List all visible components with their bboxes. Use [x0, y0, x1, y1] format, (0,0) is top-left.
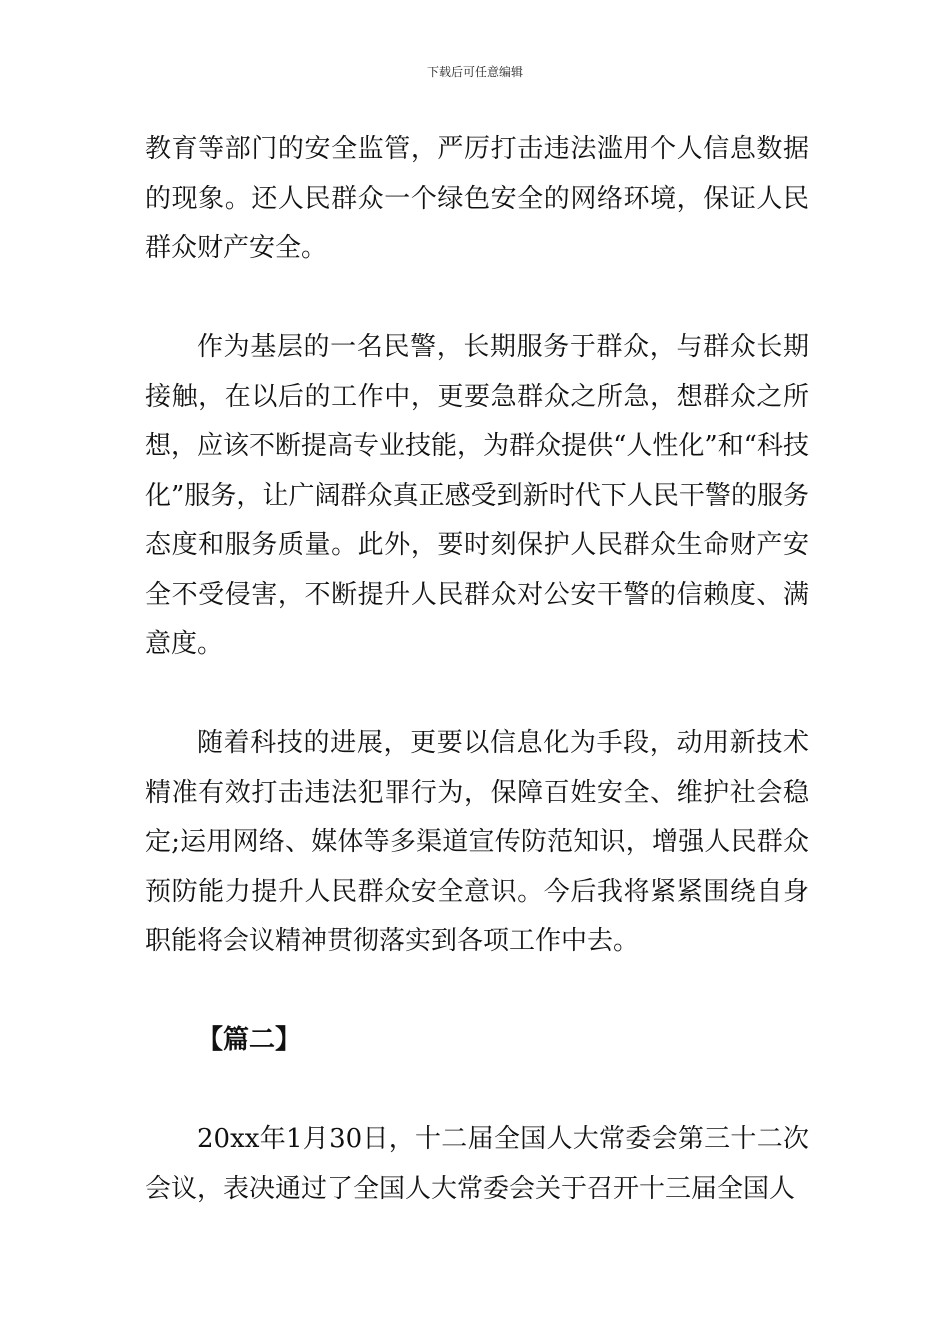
- page-header: 下载后可任意编辑: [426, 65, 523, 79]
- section-paragraph: 20xx年1月30日，十二届全国人大常委会第三十二次会议，表决通过了全国人大常委会关于召开十三届全国人: [145, 1124, 809, 1204]
- paragraph-3: 随着科技的进展，更要以信息化为手段，动用新技术精准有效打击违法犯罪行为，保障百姓安全、维护社会稳定;运用网络、媒体等多渠道宣传防范知识，增强人民群众预防能力提升人民群众安全意识。今后我将紧紧围绕自身职能将会议精神贯彻落实到各项工作中去。: [145, 728, 809, 956]
- paragraph-1: 教育等部门的安全监管，严厉打击违法滥用个人信息数据的现象。还人民群众一个绿色安全的网络环境，保证人民群众财产安全。: [145, 134, 809, 263]
- section-heading: 【篇二】: [197, 1025, 302, 1055]
- paragraph-2: 作为基层的一名民警，长期服务于群众，与群众长期接触，在以后的工作中，更要急群众之所急，想群众之所想，应该不断提高专业技能，为群众提供“人性化”和“科技化”服务，让广阔群众真正感受到新时代下人民干警的服务态度和服务质量。此外，要时刻保护人民群众生命财产安全不受侵害，不断提升人民群众对公安干警的信赖度、满意度。: [145, 332, 809, 659]
- document-body: [145, 125, 809, 1264]
